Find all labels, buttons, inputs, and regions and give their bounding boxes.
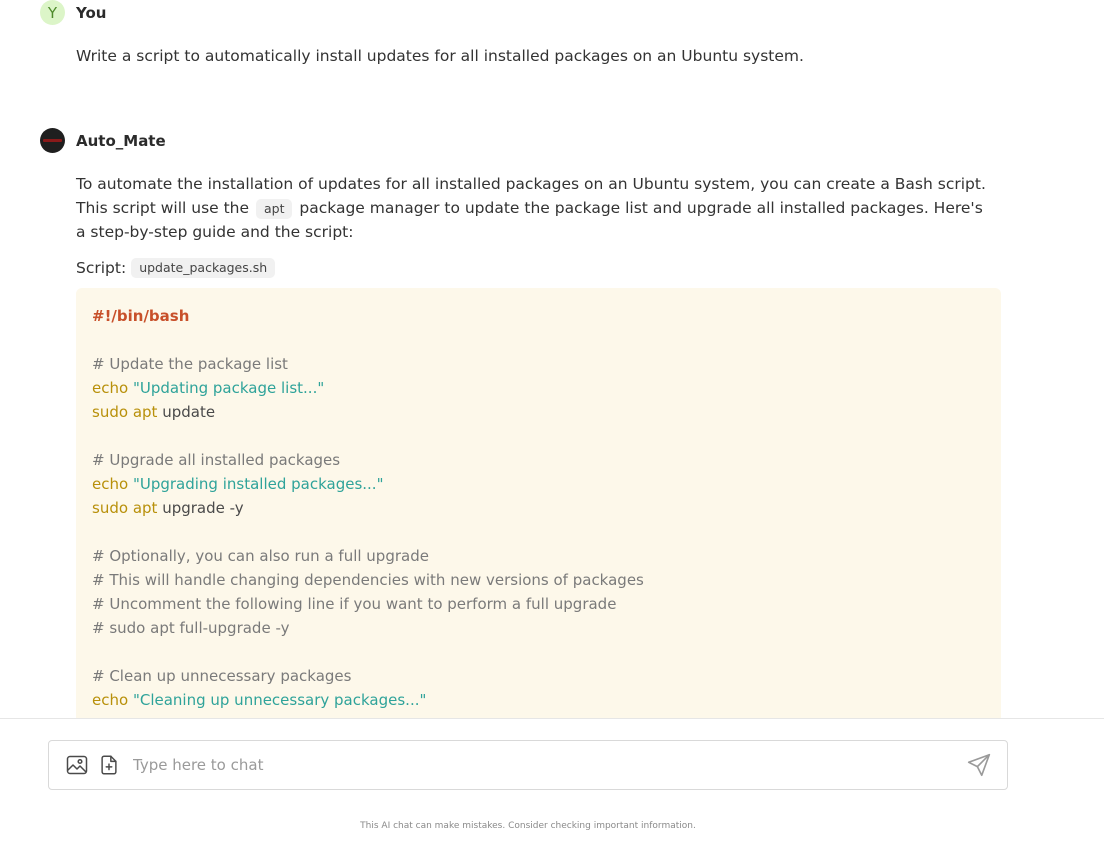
code-line <box>92 592 985 616</box>
code-comment: # Optionally, you can also run a full upgrade <box>92 547 429 565</box>
code-line <box>92 688 985 712</box>
script-label: Script: <box>76 259 127 277</box>
code-keyword: sudo <box>92 403 129 421</box>
file-plus-icon <box>98 754 120 776</box>
user-message-header <box>40 0 106 25</box>
code-line <box>92 664 985 688</box>
code-keyword: echo <box>92 475 129 493</box>
code-line-blank <box>92 520 985 544</box>
code-line-blank <box>92 640 985 664</box>
code-comment: # sudo apt full-upgrade -y <box>92 619 290 637</box>
code-line <box>92 304 985 328</box>
send-icon <box>966 752 992 778</box>
code-keyword: apt <box>132 403 158 421</box>
code-line-blank <box>92 328 985 352</box>
code-line <box>92 448 985 472</box>
code-comment: # Uncomment the following line if you want to perform a full upgrade <box>92 595 617 613</box>
code-keyword: apt <box>132 499 158 517</box>
code-line <box>92 616 985 640</box>
assistant-avatar <box>40 128 65 153</box>
code-string: "Upgrading installed packages..." <box>132 475 384 493</box>
code-keyword: sudo <box>92 499 129 517</box>
code-line <box>92 544 985 568</box>
code-shebang: #!/bin/bash <box>92 307 190 325</box>
code-line <box>92 496 985 520</box>
chat-input[interactable] <box>125 745 957 785</box>
assistant-message-header <box>40 128 166 153</box>
code-text: update <box>162 403 216 421</box>
code-keyword: echo <box>92 379 129 397</box>
code-string: "Updating package list..." <box>132 379 325 397</box>
intro-part-2: package manager to update the package list and upgrade all installed packages. Here's a step-by-step guide and the script: <box>76 199 983 241</box>
image-icon <box>65 753 89 777</box>
code-string: "Cleaning up unnecessary packages..." <box>132 691 427 709</box>
inline-code-apt: apt <box>256 199 293 219</box>
assistant-intro-text <box>76 172 986 244</box>
intro-part-1: To automate the installation of updates for all installed packages on an Ubuntu system, you can create a Bash script. This script will use the <box>76 175 986 217</box>
code-block <box>76 288 1001 718</box>
code-keyword: echo <box>92 691 129 709</box>
disclaimer-text: This AI chat can make mistakes. Consider checking important information. <box>360 821 696 831</box>
code-comment: # Clean up unnecessary packages <box>92 667 352 685</box>
code-line <box>92 400 985 424</box>
code-line-blank <box>92 424 985 448</box>
script-label-row <box>76 256 277 280</box>
code-line <box>92 472 985 496</box>
user-avatar <box>40 0 65 25</box>
composer-area <box>0 718 1104 848</box>
user-message-text: Write a script to automatically install updates for all installed packages on an Ubuntu system. <box>76 47 804 65</box>
code-line <box>92 376 985 400</box>
code-comment: # This will handle changing dependencies with new versions of packages <box>92 571 644 589</box>
user-avatar-initial: Y <box>47 3 58 22</box>
file-upload-button[interactable] <box>93 749 125 781</box>
code-line <box>92 352 985 376</box>
code-comment: # Upgrade all installed packages <box>92 451 341 469</box>
chat-input-bar <box>48 740 1008 790</box>
code-line <box>92 568 985 592</box>
user-author-name: You <box>76 3 107 22</box>
image-upload-button[interactable] <box>61 749 93 781</box>
send-button[interactable] <box>957 743 1001 787</box>
code-text: upgrade -y <box>162 499 244 517</box>
code-comment: # Update the package list <box>92 355 288 373</box>
assistant-author-name: Auto_Mate <box>76 131 166 150</box>
script-filename: update_packages.sh <box>131 258 275 278</box>
